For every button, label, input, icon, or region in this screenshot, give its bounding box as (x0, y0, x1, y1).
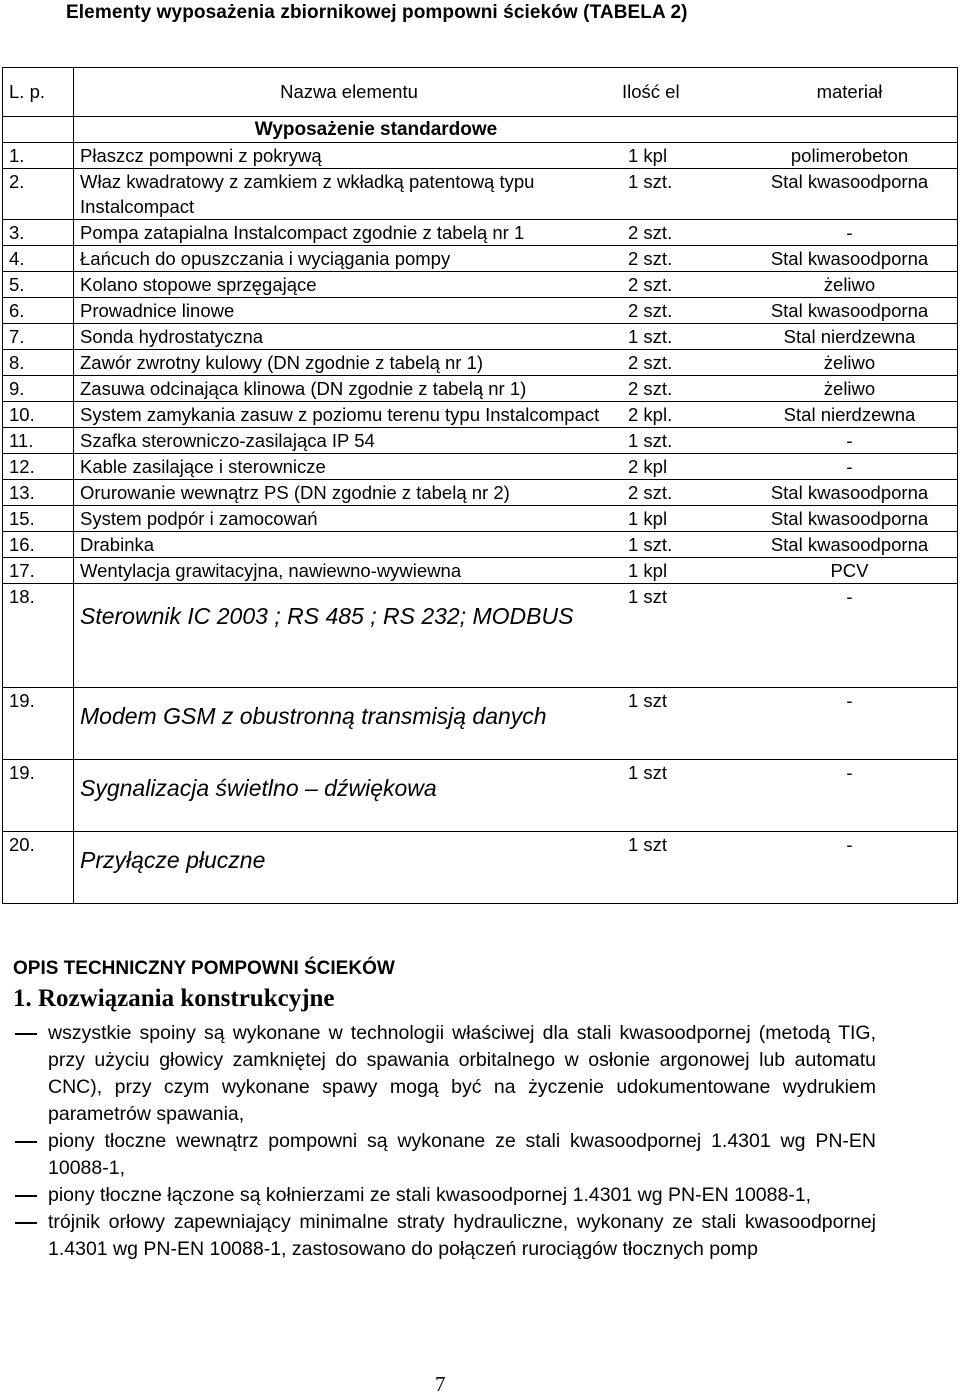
subheader: Wyposażenie standardowe (254, 119, 498, 140)
dash-icon (15, 1033, 37, 1035)
table-header-row (3, 68, 958, 117)
row-no: 19. (3, 688, 74, 760)
row-name: Sterownik IC 2003 ; RS 485 ; RS 232; MODBUS (74, 584, 619, 688)
row-qty: 1 szt (618, 584, 742, 688)
table-row (3, 246, 958, 272)
bullet-list (13, 1020, 876, 1263)
bullet-item (13, 1209, 876, 1263)
table-row (3, 480, 958, 506)
row-material: Stal nierdzewna (742, 324, 958, 350)
row-no: 9. (3, 376, 74, 402)
row-material: Stal kwasoodporna (742, 532, 958, 558)
row-material: PCV (742, 558, 958, 584)
row-qty: 1 szt. (618, 169, 742, 220)
row-name: Kable zasilające i sterownicze (74, 454, 619, 480)
row-no: 8. (3, 350, 74, 376)
table-row (3, 324, 958, 350)
row-name: Sygnalizacja świetlno – dźwiękowa (74, 760, 619, 832)
row-name: Zawór zwrotny kulowy (DN zgodnie z tabelą nr 1) (74, 350, 619, 376)
table-row (3, 506, 958, 532)
table-row (3, 350, 958, 376)
row-material: Stal kwasoodporna (742, 480, 958, 506)
header-name: Nazwa elementu (74, 68, 619, 117)
row-qty: 2 kpl. (618, 402, 742, 428)
table-row (3, 760, 958, 832)
bullet-text: trójnik orłowy zapewniający minimalne straty hydrauliczne, wykonany ze stali kwasoodpornej 1.4301 wg PN-EN 10088-1, zastosowano do połączeń rurociągów tłocznych pomp (48, 1211, 876, 1260)
row-material: - (742, 454, 958, 480)
table-row (3, 688, 958, 760)
header-no: L. p. (3, 68, 74, 117)
table-row (3, 272, 958, 298)
row-material: Stal kwasoodporna (742, 298, 958, 324)
table-row (3, 428, 958, 454)
row-name: Wentylacja grawitacyjna, nawiewno-wywiewna (74, 558, 619, 584)
row-qty: 2 szt. (618, 480, 742, 506)
table-row (3, 376, 958, 402)
row-material: żeliwo (742, 376, 958, 402)
row-qty: 2 szt. (618, 350, 742, 376)
dash-icon (15, 1141, 37, 1143)
row-no: 18. (3, 584, 74, 688)
row-material: żeliwo (742, 272, 958, 298)
row-qty: 1 szt. (618, 324, 742, 350)
row-material: żeliwo (742, 350, 958, 376)
header-material: materiał (742, 68, 958, 117)
row-qty: 2 szt. (618, 272, 742, 298)
page-number: 7 (435, 1372, 446, 1396)
table-row (3, 220, 958, 246)
row-name: System zamykania zasuw z poziomu terenu typu Instalcompact (74, 402, 619, 428)
row-qty: 1 szt. (618, 532, 742, 558)
row-no: 1. (3, 143, 74, 169)
row-material: Stal kwasoodporna (742, 246, 958, 272)
row-qty: 1 kpl (618, 506, 742, 532)
row-material: - (742, 220, 958, 246)
row-no: 4. (3, 246, 74, 272)
row-no: 2. (3, 169, 74, 220)
row-no: 17. (3, 558, 74, 584)
row-no: 6. (3, 298, 74, 324)
row-no: 3. (3, 220, 74, 246)
row-material: - (742, 832, 958, 904)
row-qty: 2 szt. (618, 246, 742, 272)
row-qty: 1 szt (618, 688, 742, 760)
bullet-text: piony tłoczne wewnątrz pompowni są wykonane ze stali kwasoodpornej 1.4301 wg PN-EN 10088-1, (48, 1130, 876, 1179)
row-name: System podpór i zamocowań (74, 506, 619, 532)
equipment-table (2, 67, 958, 904)
row-qty: 1 szt. (618, 428, 742, 454)
table-row (3, 298, 958, 324)
dash-icon (15, 1222, 37, 1224)
row-no: 11. (3, 428, 74, 454)
table-row (3, 532, 958, 558)
section-title: OPIS TECHNICZNY POMPOWNI ŚCIEKÓW (13, 958, 395, 979)
row-name: Łańcuch do opuszczania i wyciągania pompy (74, 246, 619, 272)
row-no: 16. (3, 532, 74, 558)
row-no: 10. (3, 402, 74, 428)
row-material: - (742, 760, 958, 832)
row-name: Modem GSM z obustronną transmisją danych (74, 688, 619, 760)
row-name: Szafka sterowniczo-zasilająca IP 54 (74, 428, 619, 454)
row-no: 5. (3, 272, 74, 298)
bullet-text: piony tłoczne łączone są kołnierzami ze stali kwasoodpornej 1.4301 wg PN-EN 10088-1, (48, 1184, 812, 1206)
bullet-item (13, 1020, 876, 1128)
table-row (3, 832, 958, 904)
row-qty: 1 szt (618, 760, 742, 832)
row-material: - (742, 584, 958, 688)
row-material: Stal nierdzewna (742, 402, 958, 428)
table-row (3, 402, 958, 428)
row-name: Przyłącze płuczne (74, 832, 619, 904)
row-qty: 1 kpl (618, 558, 742, 584)
row-name: Orurowanie wewnątrz PS (DN zgodnie z tabelą nr 2) (74, 480, 619, 506)
row-no: 13. (3, 480, 74, 506)
row-name: Sonda hydrostatyczna (74, 324, 619, 350)
row-qty: 2 szt. (618, 298, 742, 324)
row-no: 20. (3, 832, 74, 904)
row-material: - (742, 688, 958, 760)
row-qty: 2 szt. (618, 220, 742, 246)
row-material: Stal kwasoodporna (742, 169, 958, 220)
table-row (3, 584, 958, 688)
row-no: 7. (3, 324, 74, 350)
section-heading: 1. Rozwiązania konstrukcyjne (13, 985, 335, 1012)
bullet-item (13, 1128, 876, 1182)
row-no: 15. (3, 506, 74, 532)
row-material: Stal kwasoodporna (742, 506, 958, 532)
row-qty: 1 szt (618, 832, 742, 904)
document-title: Elementy wyposażenia zbiornikowej pompowni ścieków (TABELA 2) (66, 2, 688, 23)
row-material: polimerobeton (742, 143, 958, 169)
row-name: Zasuwa odcinająca klinowa (DN zgodnie z tabelą nr 1) (74, 376, 619, 402)
row-material: - (742, 428, 958, 454)
table-row (3, 558, 958, 584)
row-name: Płaszcz pompowni z pokrywą (74, 143, 619, 169)
table-row (3, 454, 958, 480)
row-qty: 1 kpl (618, 143, 742, 169)
row-name: Drabinka (74, 532, 619, 558)
row-name: Pompa zatapialna Instalcompact zgodnie z tabelą nr 1 (74, 220, 619, 246)
table-row (3, 169, 958, 220)
row-no: 19. (3, 760, 74, 832)
row-name: Kolano stopowe sprzęgające (74, 272, 619, 298)
row-no: 12. (3, 454, 74, 480)
row-name: Właz kwadratowy z zamkiem z wkładką patentową typu Instalcompact (74, 169, 619, 220)
row-qty: 2 kpl (618, 454, 742, 480)
bullet-text: wszystkie spoiny są wykonane w technologii właściwej dla stali kwasoodpornej (metodą TIG, przy użyciu głowicy zamkniętej do spawania orbitalnego w osłonie argonowej lub automatu CNC), przy czym wykonane spawy mogą być na życzenie udokumentowane wydrukiem parametrów spawania, (48, 1022, 876, 1125)
row-qty: 2 szt. (618, 376, 742, 402)
header-qty: Ilość el (618, 68, 742, 117)
table-row (3, 143, 958, 169)
table-subheader-row (3, 117, 958, 143)
bullet-item (13, 1182, 876, 1209)
row-name: Prowadnice linowe (74, 298, 619, 324)
dash-icon (15, 1195, 37, 1197)
